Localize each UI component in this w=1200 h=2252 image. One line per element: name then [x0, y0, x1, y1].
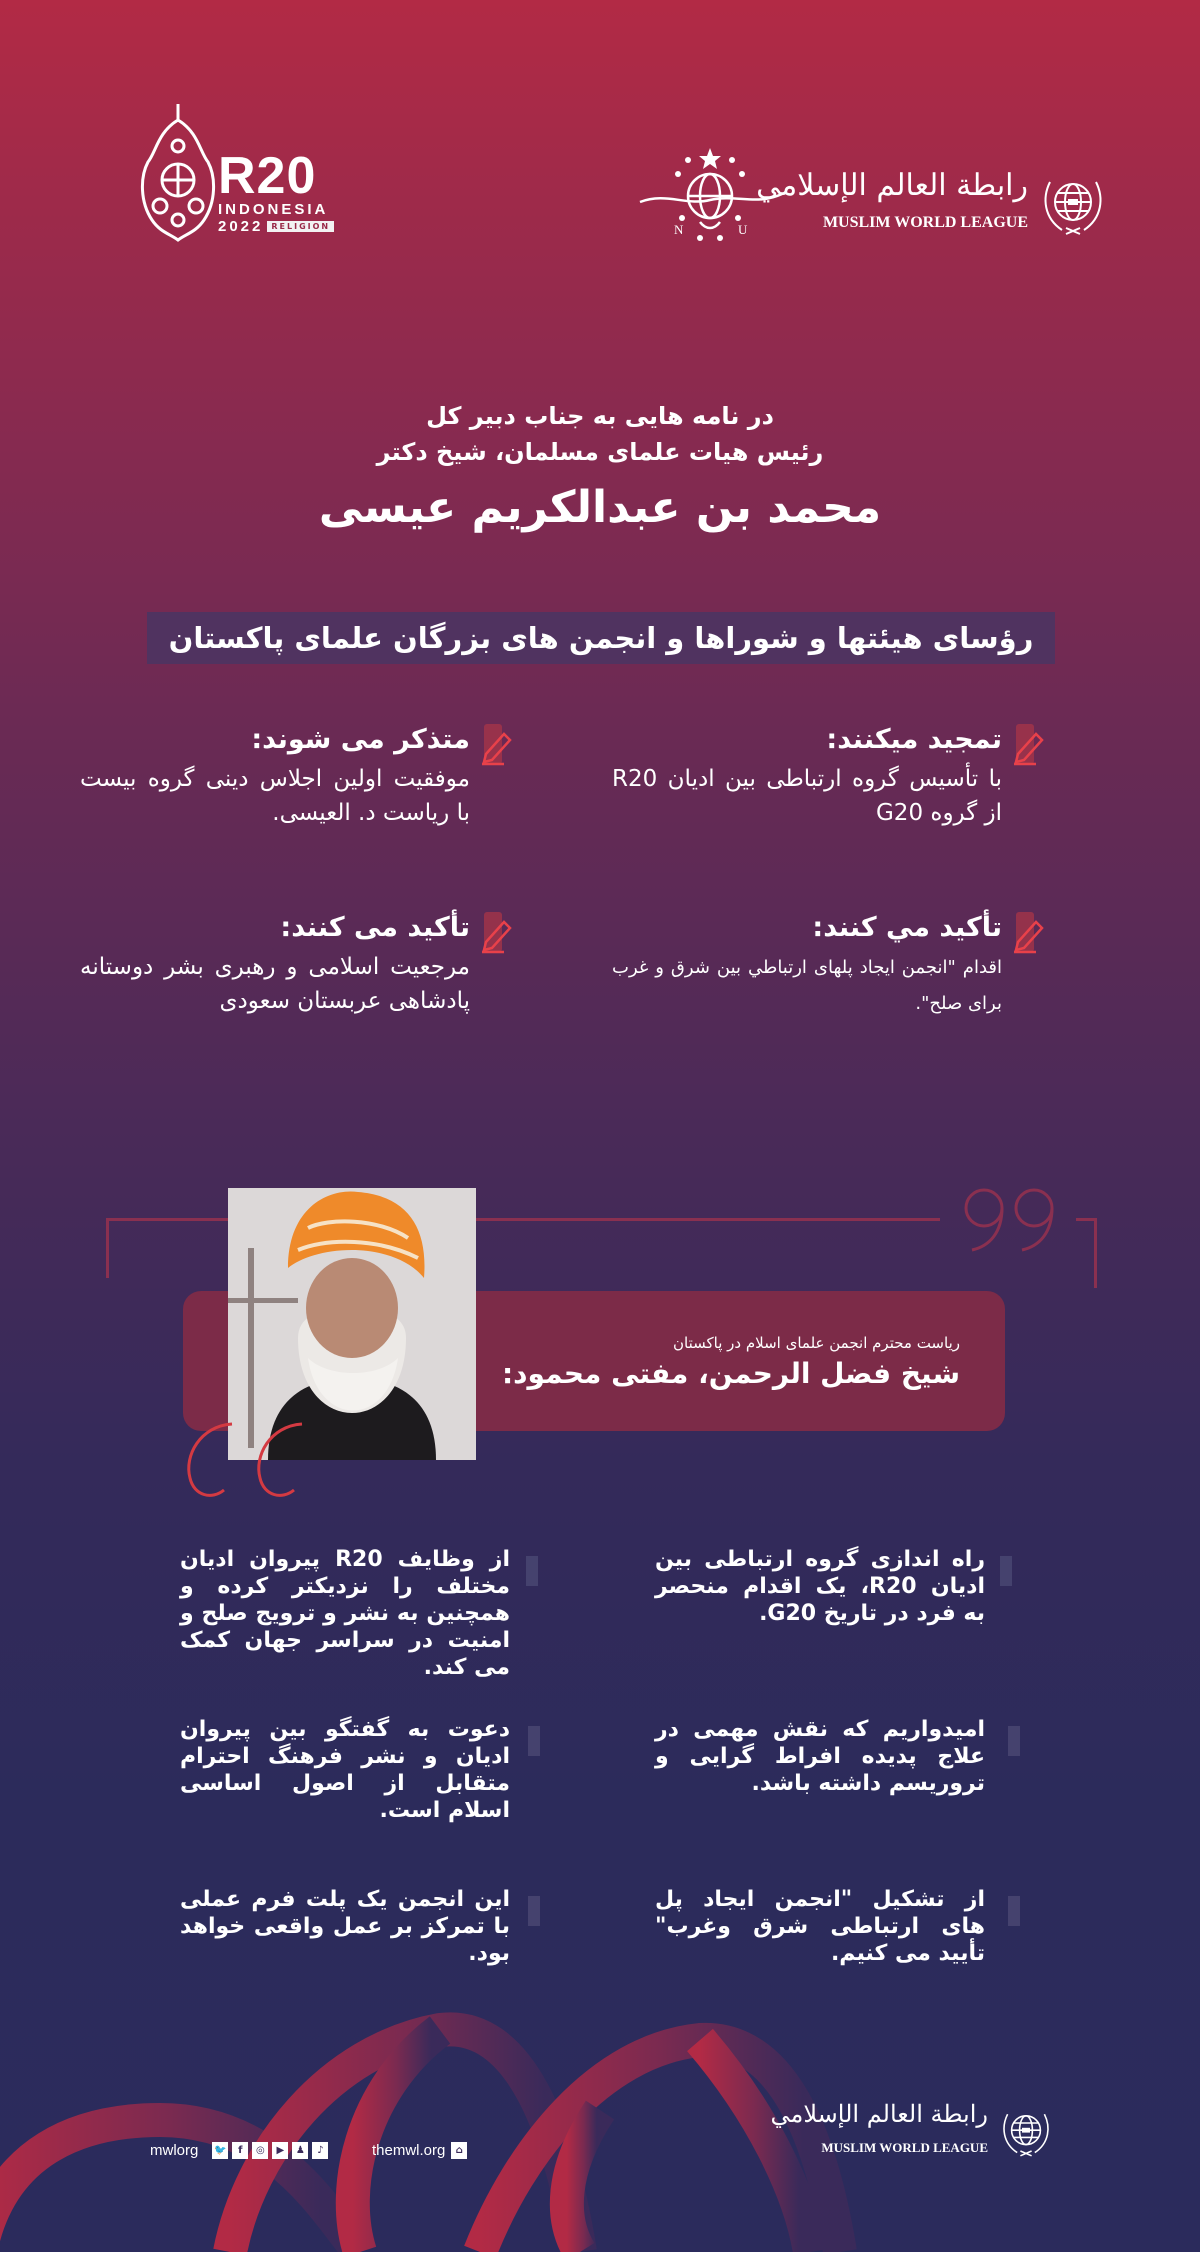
r20-religion-badge: RELIGION [267, 221, 334, 232]
r20-wordmark [218, 147, 334, 235]
statement-bar [1008, 1896, 1020, 1926]
point-body: موفقیت اولین اجلاس دینی گروه بیست با ریاست د. العیسی. [80, 766, 470, 826]
point-emphasize-saudi [80, 906, 470, 1018]
statement-bar [526, 1556, 538, 1586]
frame-line-top-left [108, 1218, 228, 1221]
point-body: اقدام "انجمن ایجاد پلهای ارتباطي بين شرق و غرب برای صلح". [612, 957, 1002, 1014]
website-link[interactable] [372, 2142, 467, 2159]
mwl-globe-emblem-icon [1038, 168, 1108, 238]
opening-quote-icon [172, 1416, 332, 1520]
point-heading: تمجید میکنند: [826, 724, 1002, 755]
facebook-icon[interactable]: f [232, 2142, 248, 2159]
nu-letter-u: U [738, 222, 748, 237]
speaker-name: شیخ فضل الرحمن، مفتی محمود: [501, 1357, 960, 1390]
subtitle-banner [147, 612, 1055, 664]
twitter-icon[interactable]: 🐦 [212, 2142, 228, 2159]
social-handle: mwlorg [150, 2142, 199, 2159]
statement-1: راه اندازی گروه ارتباطی بین ادیان R20، یک اقدام منحصر به فرد در تاریخ G20. [655, 1547, 985, 1626]
frame-line-top-right [476, 1218, 940, 1221]
mwl-globe-emblem-icon [998, 2100, 1054, 2162]
point-emphasize-bridges [612, 906, 1002, 1022]
point-praise [612, 718, 1002, 830]
frame-line-right [1094, 1218, 1097, 1288]
point-heading: تأکید مي كنند: [812, 912, 1002, 943]
mwl-english-wordmark: MUSLIM WORLD LEAGUE [821, 2140, 988, 2155]
statement-4: دعوت به گفتگو بین پیروان ادیان و نشر فرهنگ احترام متقابل از اصول اساسی اسلام است. [180, 1717, 510, 1823]
social-links [150, 2142, 328, 2159]
r20-year: 2022 [218, 218, 264, 235]
footer-mwl-logo [770, 2100, 1054, 2164]
instagram-icon[interactable]: ◎ [252, 2142, 268, 2159]
home-icon[interactable]: ⌂ [451, 2142, 467, 2159]
statement-5: از تشکیل "انجمن ایجاد پل های ارتباطی شرق وغرب" تأیید می کنیم. [655, 1887, 985, 1966]
speaker-role: ریاست محترم انجمن علمای اسلام در پاکستان [673, 1334, 960, 1352]
statement-6: این انجمن یک پلت فرم عملی با تمرکز بر عمل واقعی خواهد بود. [180, 1887, 510, 1966]
point-heading: تأکید می کنند: [280, 912, 470, 943]
mwl-arabic-wordmark: رابطة العالم الإسلامي [770, 2100, 988, 2128]
secretary-general-name: محمد بن عبدالکریم عیسی [318, 482, 882, 533]
statement-bar [528, 1896, 540, 1926]
intro-line-1: در نامه هایی به جناب دبیر کل [426, 402, 774, 430]
frame-line-left [106, 1218, 109, 1278]
tiktok-icon[interactable]: ♪ [312, 2142, 328, 2159]
website-url[interactable]: themwl.org [372, 2142, 446, 2159]
statement-3: امیدواریم که نقش مهمی در علاج پدیده افراط گرایی و تروریسم داشته باشد. [655, 1717, 985, 1796]
r20-indonesia-logo [138, 102, 348, 242]
pencil-icon [1010, 910, 1046, 958]
point-heading: متذکر می شوند: [251, 724, 470, 755]
statement-bar [528, 1726, 540, 1756]
intro-line-2: رئیس هیات علمای مسلمان، شیخ دکتر [376, 438, 824, 466]
subtitle-banner-text: رؤسای هیئتها و شوراها و انجمن های بزرگان علمای پاکستان [168, 621, 1034, 655]
point-body: مرجعیت اسلامی و رهبری بشر دوستانه پادشاهی عربستان سعودی [80, 954, 470, 1014]
snapchat-icon[interactable]: ♟ [292, 2142, 308, 2159]
r20-title: R20 [218, 147, 317, 205]
pencil-icon [478, 910, 514, 958]
statement-bar [1008, 1726, 1020, 1756]
pencil-icon [1010, 722, 1046, 770]
point-mention [80, 718, 470, 830]
youtube-icon[interactable]: ▶ [272, 2142, 288, 2159]
closing-quote-icon [962, 1186, 1072, 1260]
r20-country: INDONESIA [218, 201, 329, 218]
title-block [0, 398, 1200, 544]
statement-2: از وظایف R20 پیروان ادیان مختلف را نزدیکتر کرده و همچنین به نشر و ترویج صلح و امنیت در سراسر جهان کمک می کند. [180, 1547, 510, 1680]
nu-letter-n: N [674, 222, 684, 237]
statement-bar [1000, 1556, 1012, 1586]
mwl-arabic-wordmark: رابطة العالم الإسلامي [756, 168, 1028, 203]
muslim-world-league-logo [756, 168, 1108, 242]
pencil-icon [478, 722, 514, 770]
frame-line-right-cap [1076, 1218, 1096, 1221]
mwl-english-wordmark: MUSLIM WORLD LEAGUE [822, 214, 1028, 231]
point-body: با تأسیس گروه ارتباطی بین ادیان R20 از گروه G20 [612, 766, 1002, 826]
r20-ornament-icon [138, 102, 218, 242]
